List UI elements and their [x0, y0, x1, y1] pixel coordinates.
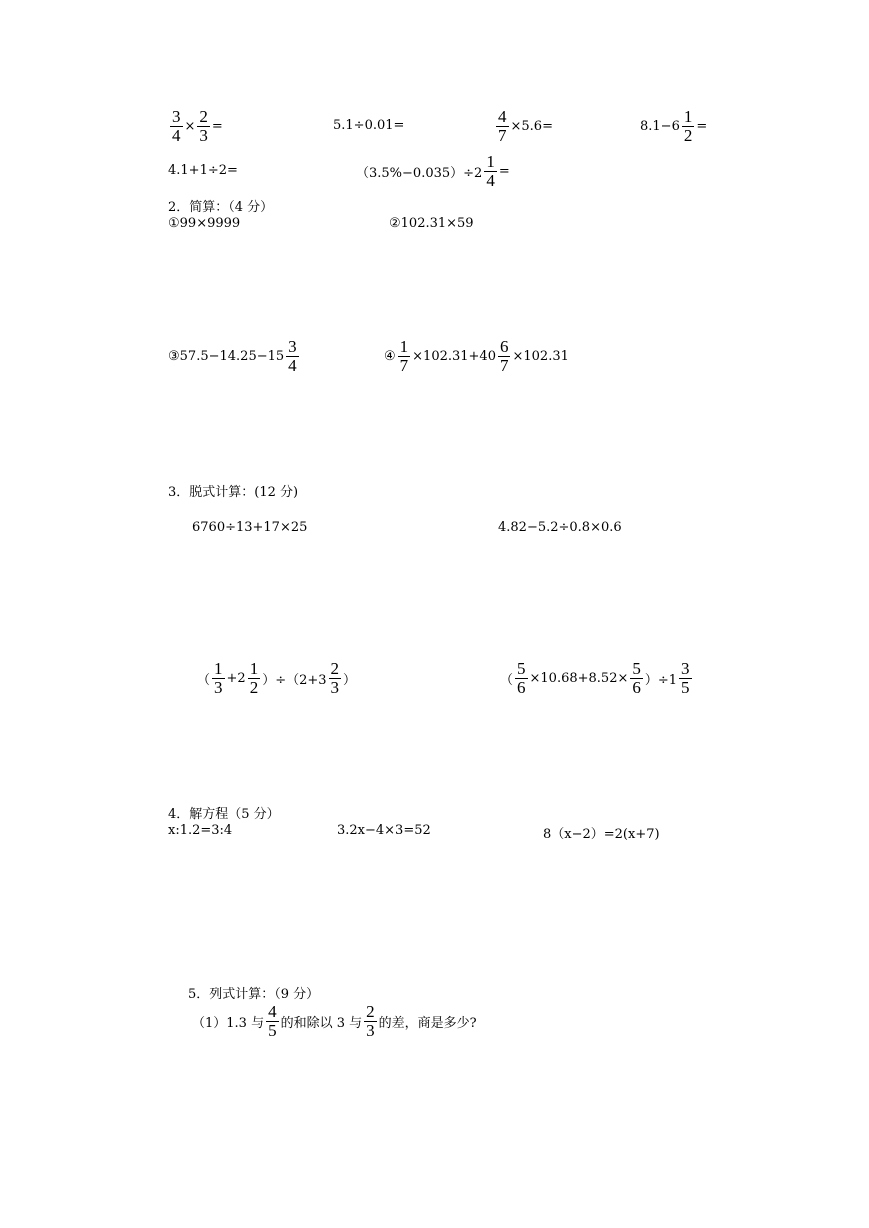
q1-item-2: 5.1÷0.01=: [333, 118, 405, 133]
q1-item-1: [168, 108, 223, 145]
q3-heading: 3．脱式计算：(12 分): [168, 485, 299, 500]
q2-problem-4: ④ $\frac{1}{7}$ ×102.31+40 $\frac{6}{7}$ ×102.31: [384, 337, 569, 375]
q3-problem-3: （ $\frac{1}{3}$ +2 $\frac{1}{2}$ ）÷（2+3 $\frac{2}{3}$ ）: [197, 659, 357, 697]
q4-heading: 4．解方程（5 分）: [168, 807, 280, 822]
equals: =: [211, 119, 223, 134]
fraction: $\frac{1}{2}$: [683, 107, 693, 145]
fraction: $\frac{1}{2}$: [249, 659, 259, 697]
q4-problem-3: 8（x−2）=2(x+7): [543, 827, 660, 842]
fraction: $\frac{5}{6}$: [632, 659, 641, 697]
q1-item-6: （3.5%−0.035）÷2 $\frac{1}{4}$ =: [356, 152, 510, 190]
fraction: $\frac{1}{3}$: [214, 659, 223, 697]
q5-heading: 5．列式计算：（9 分）: [188, 987, 320, 1002]
q1-item-5: 4.1+1÷2=: [168, 163, 238, 178]
q3-problem-2: 4.82−5.2÷0.8×0.6: [498, 520, 622, 535]
q2-problem-2: ②102.31×59: [389, 216, 474, 231]
fraction: $\frac{2}{3}$: [366, 1002, 375, 1040]
fraction: $\frac{3}{4}$: [172, 107, 181, 145]
fraction: $\frac{5}{6}$: [517, 659, 526, 697]
fraction: $\frac{2}{3}$: [330, 659, 340, 697]
q1-item-3: $\frac{4}{7}$ ×5.6=: [498, 107, 553, 145]
q5-problem-1: （1）1.3 与 $\frac{4}{5}$ 的和除以 3 与 $\frac{2}{3}$ 的差，商是多少?: [192, 1002, 477, 1040]
q4-problem-2: 3.2x−4×3=52: [337, 823, 431, 838]
fraction: $\frac{4}{5}$: [268, 1002, 277, 1040]
q3-problem-1: 6760÷13+17×25: [192, 520, 308, 535]
q2-heading: 2．简算：（4 分）: [168, 200, 274, 215]
q2-problem-1: ①99×9999: [168, 216, 241, 231]
fraction: $\frac{4}{7}$: [498, 107, 507, 145]
fraction: $\frac{1}{4}$: [486, 152, 495, 190]
q1-item-4: 8.1−6 $\frac{1}{2}$ =: [640, 107, 708, 145]
fraction: $\frac{2}{3}$: [199, 107, 208, 145]
q2-problem-3: ③57.5−14.25−15 $\frac{3}{4}$: [168, 337, 297, 375]
fraction: $\frac{3}{5}$: [681, 659, 690, 697]
fraction: $\frac{1}{7}$: [399, 337, 409, 375]
operator: ×: [184, 119, 196, 134]
fraction: $\frac{6}{7}$: [499, 337, 509, 375]
q4-problem-1: x:1.2=3:4: [168, 823, 233, 838]
fraction: $\frac{3}{4}$: [288, 337, 297, 375]
q3-problem-4: （ $\frac{5}{6}$ ×10.68+8.52× $\frac{5}{6}$ ）÷1 $\frac{3}{5}$: [500, 659, 690, 697]
